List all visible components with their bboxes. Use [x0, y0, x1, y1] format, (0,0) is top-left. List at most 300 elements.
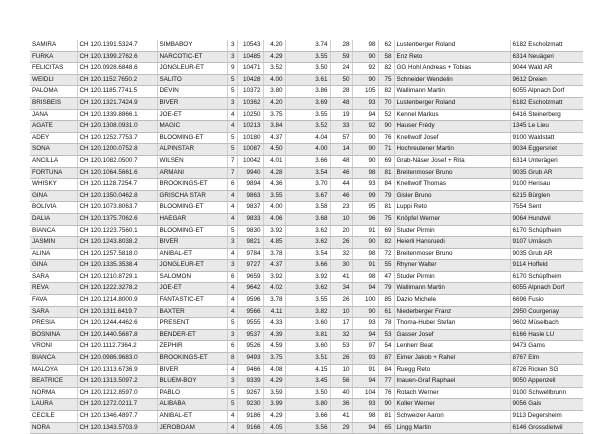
cow-name-cell: BEATRICE — [30, 376, 77, 388]
owner-name-cell: Gisler Bruno — [394, 190, 510, 202]
protein-percent-cell: 3.50 — [285, 63, 330, 75]
lactation-count-cell: 4 — [227, 306, 237, 318]
owner-location-cell: 8767 Elm — [510, 353, 583, 365]
sire-name-cell: BLOOMING-ET — [157, 132, 227, 144]
cell-count-cell: 41 — [330, 411, 352, 423]
cow-name-cell: JANA — [30, 109, 77, 121]
cow-name-cell: BIANCA — [30, 225, 77, 237]
identity-number-cell: CH 120.1272.0211.7 — [77, 399, 157, 411]
cow-name-cell: CECILE — [30, 411, 77, 423]
fat-percent-cell: 4.05 — [263, 422, 285, 434]
owner-name-cell: Hochreutener Martin — [394, 144, 510, 156]
sire-name-cell: FANTASTIC-ET — [157, 295, 227, 307]
cell-count-cell: 48 — [330, 97, 352, 109]
cell-count-cell: 36 — [330, 399, 352, 411]
identity-number-cell: CH 120.1343.5703.9 — [77, 422, 157, 434]
persistency-cell: 90 — [352, 74, 378, 86]
lactation-count-cell: 3 — [227, 329, 237, 341]
milk-yield-cell: 9830 — [237, 225, 263, 237]
owner-name-cell: Inauen-Graf Raphael — [394, 376, 510, 388]
owner-name-cell: Lustenberger Roland — [394, 40, 510, 51]
identity-number-cell: CH 120.1399.2762.6 — [77, 51, 157, 63]
cell-count-cell: 14 — [330, 144, 352, 156]
table-row — [30, 341, 583, 353]
lactation-count-cell: 3 — [227, 40, 237, 51]
identity-number-cell: CH 120.0928.6848.6 — [77, 63, 157, 75]
persistency-cell: 98 — [352, 248, 378, 260]
identity-number-cell: CH 120.1313.6736.9 — [77, 364, 157, 376]
lactation-count-cell: 6 — [227, 271, 237, 283]
lactation-count-cell: 3 — [227, 97, 237, 109]
lactation-count-cell: 3 — [227, 260, 237, 272]
cow-name-cell: MALOYA — [30, 364, 77, 376]
fat-percent-cell: 3.78 — [263, 248, 285, 260]
protein-percent-cell: 3.66 — [285, 411, 330, 423]
identity-number-cell: CH 120.1346.4897.7 — [77, 411, 157, 423]
protein-percent-cell: 3.60 — [285, 341, 330, 353]
lactation-count-cell: 5 — [227, 387, 237, 399]
owner-name-cell: Hauser Frédy — [394, 121, 510, 133]
score-cell: 76 — [378, 387, 394, 399]
cell-count-cell: 48 — [330, 155, 352, 167]
sire-name-cell: PABLO — [157, 387, 227, 399]
lactation-count-cell: 7 — [227, 155, 237, 167]
table-row — [30, 329, 583, 341]
persistency-cell: 94 — [352, 283, 378, 295]
fat-percent-cell: 3.92 — [263, 271, 285, 283]
cow-name-cell: NORA — [30, 422, 77, 434]
cow-name-cell: SAMIRA — [30, 40, 77, 51]
persistency-cell: 90 — [352, 51, 378, 63]
lactation-count-cell: 9 — [227, 63, 237, 75]
results-table-sheet — [30, 40, 583, 434]
cell-count-cell: 41 — [330, 271, 352, 283]
lactation-count-cell: 8 — [227, 353, 237, 365]
owner-name-cell: Enz Reto — [394, 51, 510, 63]
milk-yield-cell: 10087 — [237, 144, 263, 156]
cow-name-cell: PALOMA — [30, 86, 77, 98]
identity-number-cell: CH 120.1335.3538.4 — [77, 260, 157, 272]
cow-name-cell: SONA — [30, 144, 77, 156]
owner-location-cell: 9035 Grub AR — [510, 248, 583, 260]
persistency-cell: 91 — [352, 364, 378, 376]
owner-location-cell: 6146 Grossdietwil — [510, 422, 583, 434]
lactation-count-cell: 4 — [227, 295, 237, 307]
milk-yield-cell: 9940 — [237, 167, 263, 179]
cow-name-cell: PRESIA — [30, 318, 77, 330]
sire-name-cell: ANIBAL-ET — [157, 411, 227, 423]
cow-name-cell: FAVA — [30, 295, 77, 307]
cow-name-cell: WHISKY — [30, 179, 77, 191]
score-cell: 84 — [378, 364, 394, 376]
fat-percent-cell: 3.92 — [263, 225, 285, 237]
sire-name-cell: JEROBOAM — [157, 422, 227, 434]
owner-location-cell: 6055 Alpnach Dorf — [510, 86, 583, 98]
lactation-count-cell: 4 — [227, 202, 237, 214]
protein-percent-cell: 3.55 — [285, 295, 330, 307]
identity-number-cell: CH 120.1064.5661.6 — [77, 167, 157, 179]
owner-location-cell: 6182 Escholzmatt — [510, 40, 583, 51]
identity-number-cell: CH 120.1311.6419.7 — [77, 306, 157, 318]
table-row — [30, 306, 583, 318]
fat-percent-cell: 4.29 — [263, 51, 285, 63]
fat-percent-cell: 4.29 — [263, 411, 285, 423]
protein-percent-cell: 3.55 — [285, 51, 330, 63]
milk-yield-cell: 10362 — [237, 97, 263, 109]
cow-name-cell: ADEY — [30, 132, 77, 144]
identity-number-cell: CH 120.1152.7650.2 — [77, 74, 157, 86]
lactation-count-cell: 5 — [227, 225, 237, 237]
sire-name-cell: BLOOMING-ET — [157, 225, 227, 237]
lactation-count-cell: 3 — [227, 376, 237, 388]
milk-yield-cell: 10180 — [237, 132, 263, 144]
cow-name-cell: GINA — [30, 190, 77, 202]
table-row — [30, 132, 583, 144]
lactation-count-cell: 6 — [227, 179, 237, 191]
owner-location-cell: 9100 Schwellbrunn — [510, 387, 583, 399]
table-row — [30, 213, 583, 225]
protein-percent-cell: 3.66 — [285, 260, 330, 272]
owner-location-cell: 7554 Sent — [510, 202, 583, 214]
table-row — [30, 97, 583, 109]
milk-yield-cell: 9493 — [237, 353, 263, 365]
persistency-cell: 95 — [352, 202, 378, 214]
score-cell: 52 — [378, 109, 394, 121]
sire-name-cell: JONGLEUR-ET — [157, 63, 227, 75]
sire-name-cell: BROOKINGS-ET — [157, 353, 227, 365]
sire-name-cell: ALIBABA — [157, 399, 227, 411]
persistency-cell: 104 — [352, 387, 378, 399]
score-cell: 81 — [378, 202, 394, 214]
owner-location-cell: 6182 Escholzmatt — [510, 97, 583, 109]
protein-percent-cell: 3.62 — [285, 225, 330, 237]
persistency-cell: 94 — [352, 422, 378, 434]
cell-count-cell: 10 — [330, 364, 352, 376]
cow-name-cell: DALIA — [30, 213, 77, 225]
fat-percent-cell: 4.20 — [263, 97, 285, 109]
protein-percent-cell: 3.54 — [285, 167, 330, 179]
cow-name-cell: LAURA — [30, 399, 77, 411]
fat-percent-cell: 4.02 — [263, 283, 285, 295]
persistency-cell: 91 — [352, 260, 378, 272]
persistency-cell: 90 — [352, 155, 378, 167]
owner-name-cell: Thoma-Huber Stefan — [394, 318, 510, 330]
table-row — [30, 144, 583, 156]
fat-percent-cell: 4.50 — [263, 144, 285, 156]
lactation-count-cell: 5 — [227, 86, 237, 98]
score-cell: 78 — [378, 318, 394, 330]
owner-location-cell: 6170 Schüpfheim — [510, 225, 583, 237]
fat-percent-cell: 3.78 — [263, 295, 285, 307]
milk-yield-cell: 10471 — [237, 63, 263, 75]
cow-name-cell: REVA — [30, 283, 77, 295]
cell-count-cell: 26 — [330, 237, 352, 249]
sire-name-cell: SIMBABOY — [157, 40, 227, 51]
owner-name-cell: Knöpfel Werner — [394, 213, 510, 225]
identity-number-cell: CH 120.1112.7364.2 — [77, 341, 157, 353]
owner-name-cell: Breitenmoser Bruno — [394, 167, 510, 179]
protein-percent-cell: 3.81 — [285, 329, 330, 341]
persistency-cell: 96 — [352, 213, 378, 225]
owner-location-cell: 9050 Appenzell — [510, 376, 583, 388]
identity-number-cell: CH 120.1243.8038.2 — [77, 237, 157, 249]
fat-percent-cell: 3.80 — [263, 86, 285, 98]
score-cell: 82 — [378, 63, 394, 75]
owner-name-cell: Kennel Markus — [394, 109, 510, 121]
identity-number-cell: CH 120.1440.5687.8 — [77, 329, 157, 341]
table-row — [30, 121, 583, 133]
table-row — [30, 225, 583, 237]
milk-yield-cell: 9186 — [237, 411, 263, 423]
cell-count-cell: 32 — [330, 329, 352, 341]
owner-location-cell: 9034 Eggersriet — [510, 144, 583, 156]
score-cell: 75 — [378, 74, 394, 86]
table-row — [30, 179, 583, 191]
sire-name-cell: BENDER-ET — [157, 329, 227, 341]
sire-name-cell: JOE-ET — [157, 283, 227, 295]
owner-location-cell: 9107 Urnäsch — [510, 237, 583, 249]
owner-location-cell: 6166 Hasle LU — [510, 329, 583, 341]
lactation-count-cell: 4 — [227, 283, 237, 295]
lactation-count-cell: 5 — [227, 318, 237, 330]
persistency-cell: 105 — [352, 86, 378, 98]
table-row — [30, 74, 583, 86]
protein-percent-cell: 3.55 — [285, 109, 330, 121]
lactation-count-cell: 4 — [227, 109, 237, 121]
cow-name-cell: FURKA — [30, 51, 77, 63]
table-row — [30, 155, 583, 167]
milk-yield-cell: 9526 — [237, 341, 263, 353]
protein-percent-cell: 3.74 — [285, 40, 330, 51]
cell-count-cell: 19 — [330, 109, 352, 121]
persistency-cell: 98 — [352, 40, 378, 51]
persistency-cell: 90 — [352, 144, 378, 156]
fat-percent-cell: 4.37 — [263, 260, 285, 272]
owner-name-cell: Studer Pirmin — [394, 225, 510, 237]
fat-percent-cell: 4.59 — [263, 341, 285, 353]
sire-name-cell: WILSEN — [157, 155, 227, 167]
persistency-cell: 94 — [352, 376, 378, 388]
score-cell: 54 — [378, 341, 394, 353]
persistency-cell: 90 — [352, 306, 378, 318]
identity-number-cell: CH 120.1257.5818.0 — [77, 248, 157, 260]
cow-name-cell: JASMIN — [30, 237, 77, 249]
score-cell: 53 — [378, 329, 394, 341]
table-row — [30, 109, 583, 121]
persistency-cell: 90 — [352, 237, 378, 249]
sire-name-cell: JOE-ET — [157, 109, 227, 121]
fat-percent-cell: 3.75 — [263, 109, 285, 121]
score-cell: 61 — [378, 306, 394, 318]
cell-count-cell: 17 — [330, 318, 352, 330]
owner-name-cell: Niederberger Franz — [394, 306, 510, 318]
cell-count-cell: 34 — [330, 283, 352, 295]
persistency-cell: 97 — [352, 341, 378, 353]
milk-yield-cell: 10042 — [237, 155, 263, 167]
lactation-count-cell: 5 — [227, 132, 237, 144]
persistency-cell: 91 — [352, 225, 378, 237]
protein-percent-cell: 3.86 — [285, 86, 330, 98]
cell-count-cell: 24 — [330, 63, 352, 75]
cell-count-cell: 56 — [330, 376, 352, 388]
sire-name-cell: PRESENT — [157, 318, 227, 330]
fat-percent-cell: 4.08 — [263, 364, 285, 376]
fat-percent-cell: 4.20 — [263, 40, 285, 51]
owner-name-cell: Knellwolf Josef — [394, 132, 510, 144]
persistency-cell: 98 — [352, 271, 378, 283]
table-row — [30, 399, 583, 411]
protein-percent-cell: 4.15 — [285, 364, 330, 376]
score-cell: 79 — [378, 190, 394, 202]
protein-percent-cell: 3.45 — [285, 376, 330, 388]
cell-count-cell: 40 — [330, 387, 352, 399]
table-row — [30, 411, 583, 423]
score-cell: 84 — [378, 179, 394, 191]
milk-yield-cell: 9267 — [237, 387, 263, 399]
milk-yield-cell: 9537 — [237, 329, 263, 341]
cell-count-cell: 59 — [330, 51, 352, 63]
owner-name-cell: Wallimann Martin — [394, 86, 510, 98]
identity-number-cell: CH 120.1082.0500.7 — [77, 155, 157, 167]
cell-count-cell: 26 — [330, 353, 352, 365]
cell-count-cell: 10 — [330, 213, 352, 225]
owner-location-cell: 9056 Gais — [510, 399, 583, 411]
owner-name-cell: Schneider Wendelin — [394, 74, 510, 86]
table-row — [30, 190, 583, 202]
owner-name-cell: Lingg Martin — [394, 422, 510, 434]
sire-name-cell: JONGLEUR-ET — [157, 260, 227, 272]
milk-yield-cell: 9466 — [237, 364, 263, 376]
owner-location-cell: 9100 Waldstatt — [510, 132, 583, 144]
identity-number-cell: CH 120.1128.7254.7 — [77, 179, 157, 191]
protein-percent-cell: 3.69 — [285, 97, 330, 109]
lactation-count-cell: 5 — [227, 144, 237, 156]
milk-yield-cell: 9642 — [237, 283, 263, 295]
identity-number-cell: CH 120.1252.7753.7 — [77, 132, 157, 144]
score-cell: 81 — [378, 411, 394, 423]
owner-location-cell: 9044 Wald AR — [510, 63, 583, 75]
persistency-cell: 100 — [352, 295, 378, 307]
score-cell: 55 — [378, 260, 394, 272]
score-cell: 69 — [378, 225, 394, 237]
protein-percent-cell: 3.58 — [285, 202, 330, 214]
protein-percent-cell: 3.56 — [285, 422, 330, 434]
lactation-count-cell: 4 — [227, 422, 237, 434]
fat-percent-cell: 3.59 — [263, 387, 285, 399]
lactation-count-cell: 4 — [227, 213, 237, 225]
score-cell: 81 — [378, 167, 394, 179]
identity-number-cell: CH 120.1222.3278.2 — [77, 283, 157, 295]
sire-name-cell: ARMANI — [157, 167, 227, 179]
fat-percent-cell: 4.06 — [263, 213, 285, 225]
table-row — [30, 237, 583, 249]
cell-count-cell: 10 — [330, 306, 352, 318]
lactation-count-cell: 3 — [227, 51, 237, 63]
owner-location-cell: 6170 Schüpfheim — [510, 271, 583, 283]
sire-name-cell: BIVER — [157, 237, 227, 249]
table-row — [30, 295, 583, 307]
cell-count-cell: 28 — [330, 86, 352, 98]
lactation-count-cell: 5 — [227, 74, 237, 86]
table-row — [30, 271, 583, 283]
score-cell: 77 — [378, 376, 394, 388]
owner-name-cell: Rotach Werner — [394, 387, 510, 399]
owner-name-cell: Koller Werner — [394, 399, 510, 411]
fat-percent-cell: 3.99 — [263, 399, 285, 411]
protein-percent-cell: 3.51 — [285, 353, 330, 365]
cell-count-cell: 32 — [330, 248, 352, 260]
lactation-count-cell: 6 — [227, 341, 237, 353]
identity-number-cell: CH 120.1244.4462.6 — [77, 318, 157, 330]
cow-name-cell: AGATE — [30, 121, 77, 133]
sire-name-cell: ANIBAL-ET — [157, 248, 227, 260]
milk-yield-cell: 9230 — [237, 399, 263, 411]
owner-location-cell: 8726 Ricken SG — [510, 364, 583, 376]
owner-location-cell: 6696 Fusio — [510, 295, 583, 307]
identity-number-cell: CH 120.1339.8866.1 — [77, 109, 157, 121]
owner-location-cell: 9113 Degersheim — [510, 411, 583, 423]
cell-count-cell: 46 — [330, 167, 352, 179]
identity-number-cell: CH 120.1308.0931.0 — [77, 121, 157, 133]
fat-percent-cell: 4.00 — [263, 202, 285, 214]
score-cell: 79 — [378, 283, 394, 295]
owner-name-cell: Lenherr Beat — [394, 341, 510, 353]
lactation-count-cell: 4 — [227, 364, 237, 376]
sire-name-cell: BIVER — [157, 97, 227, 109]
cow-name-cell: FORTUNA — [30, 167, 77, 179]
sire-name-cell: BAXTER — [157, 306, 227, 318]
owner-name-cell: Eimer Jakob + Rahel — [394, 353, 510, 365]
cell-count-cell: 50 — [330, 74, 352, 86]
protein-percent-cell: 3.62 — [285, 283, 330, 295]
lactation-count-cell: 4 — [227, 190, 237, 202]
owner-name-cell: Heierli Hansruedi — [394, 237, 510, 249]
protein-percent-cell: 4.00 — [285, 144, 330, 156]
lactation-count-cell: 4 — [227, 411, 237, 423]
fat-percent-cell: 4.39 — [263, 329, 285, 341]
sire-name-cell: BROOKINGS-ET — [157, 179, 227, 191]
table-row — [30, 260, 583, 272]
identity-number-cell: CH 120.1313.5097.2 — [77, 376, 157, 388]
cow-name-cell: VRONI — [30, 341, 77, 353]
fat-percent-cell: 3.52 — [263, 63, 285, 75]
cow-name-cell: BIANCA — [30, 353, 77, 365]
milk-yield-cell: 9894 — [237, 179, 263, 191]
cell-count-cell: 57 — [330, 132, 352, 144]
fat-percent-cell: 4.37 — [263, 132, 285, 144]
table-row — [30, 167, 583, 179]
milk-yield-cell: 9833 — [237, 213, 263, 225]
cow-name-cell: FELICITAS — [30, 63, 77, 75]
sire-name-cell: SALITO — [157, 74, 227, 86]
table-row — [30, 202, 583, 214]
milk-yield-cell: 10428 — [237, 74, 263, 86]
table-row — [30, 353, 583, 365]
cell-count-cell: 29 — [330, 422, 352, 434]
milk-yield-cell: 9727 — [237, 260, 263, 272]
fat-percent-cell: 4.00 — [263, 74, 285, 86]
owner-location-cell: 9114 Hoffeld — [510, 260, 583, 272]
persistency-cell: 93 — [352, 353, 378, 365]
protein-percent-cell: 3.80 — [285, 399, 330, 411]
fat-percent-cell: 4.28 — [263, 167, 285, 179]
sire-name-cell: ALPINSTAR — [157, 144, 227, 156]
score-cell: 71 — [378, 144, 394, 156]
owner-location-cell: 9064 Hundwil — [510, 213, 583, 225]
owner-name-cell: Studer Pirmin — [394, 271, 510, 283]
owner-name-cell: Breitenmoser Bruno — [394, 248, 510, 260]
identity-number-cell: CH 120.1073.8063.7 — [77, 202, 157, 214]
